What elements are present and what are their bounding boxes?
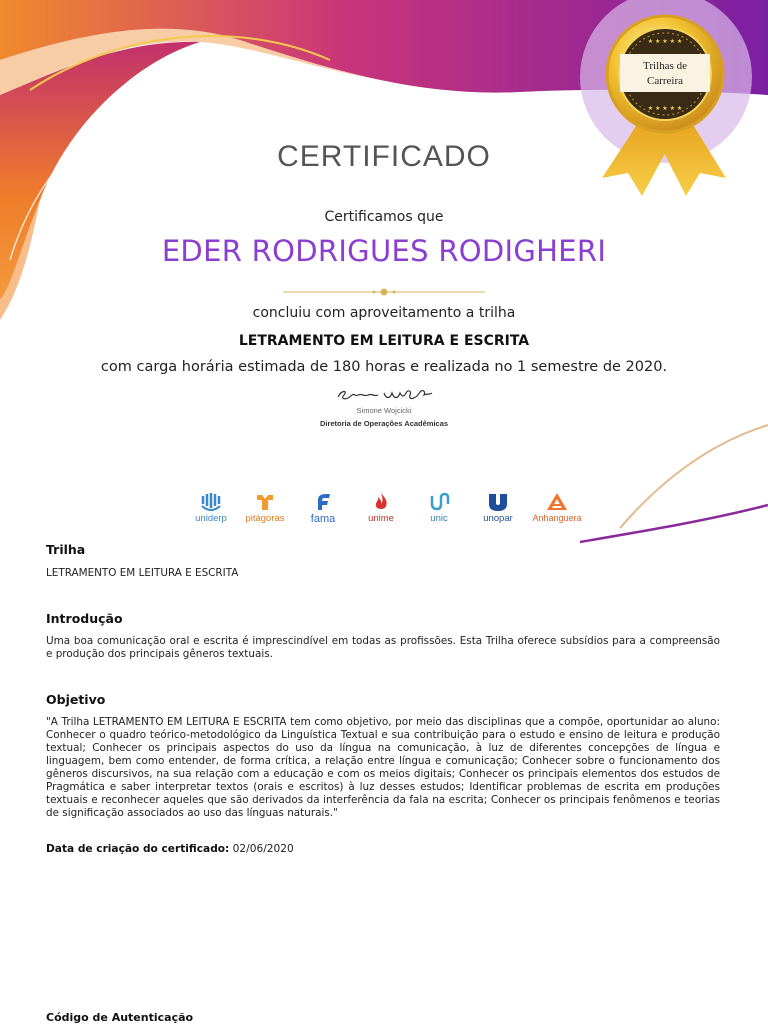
intro-text: Uma boa comunicação oral e escrita é imprescindível em todas as profissões. Esta Trilha oferece subsídios para a compreensão e produção dos principais gêneros textuais. <box>46 635 720 660</box>
brand-anhanguera <box>526 492 588 523</box>
brand-label: fama <box>310 513 336 525</box>
intro-heading: Introdução <box>46 611 123 626</box>
brand-uniderp <box>180 492 242 524</box>
signatory-name: Simone Wojcicki <box>356 406 412 415</box>
trail-value: LETRAMENTO EM LEITURA E ESCRITA <box>46 567 239 579</box>
creation-date <box>46 843 720 855</box>
pitagoras-logo-icon <box>254 492 276 512</box>
creation-date-value: 02/06/2020 <box>232 843 294 855</box>
certificate-title: CERTIFICADO <box>277 140 491 173</box>
trail-name: LETRAMENTO EM LEITURA E ESCRITA <box>238 333 530 349</box>
concluded-text: concluiu com aproveitamento a trilha <box>252 305 516 321</box>
svg-text:★ ★ ★ ★ ★: ★ ★ ★ ★ ★ <box>647 38 683 45</box>
creation-date-label: Data de criação do certificado: <box>46 843 230 855</box>
unime-flame-icon <box>370 492 392 512</box>
brand-unic <box>408 492 470 524</box>
brand-logos-row <box>180 492 590 532</box>
brand-pitagoras <box>234 492 296 524</box>
handwritten-signature <box>334 383 434 405</box>
brand-label: pitágoras <box>245 513 285 524</box>
brand-unime <box>350 492 412 524</box>
brand-label: uniderp <box>195 513 227 524</box>
uniderp-logo-icon <box>200 492 222 512</box>
unopar-logo-icon <box>487 492 509 512</box>
fama-logo-icon <box>312 492 334 512</box>
unic-logo-icon <box>428 492 450 512</box>
badge-text-line1: Trilhas de <box>643 60 687 72</box>
brand-unopar <box>467 492 529 524</box>
objective-heading: Objetivo <box>46 692 106 707</box>
brand-label: unime <box>368 513 394 524</box>
brand-label: unic <box>430 513 448 524</box>
workload-text: com carga horária estimada de 180 horas e realizada no 1 semestre de 2020. <box>100 359 668 375</box>
objective-text: "A Trilha LETRAMENTO EM LEITURA E ESCRITA tem como objetivo, por meio das disciplinas que a compõe, oportunidar ao aluno: Conhecer o quadro teórico-metodológico da Linguística Textual e sua contribuição para o estudo e ensino de leitura e produção textual; Conhecer os principais aspectos do uso da língua na comunicação, à luz de diferentes concepções de língua e linguagem, bem como entender, de forma crítica, a relação entre língua e comunicação; Conhecer sobre o funcionamento dos gêneros discursivos, na sua relação com a educação e com os meios digitais; Conhecer os principais elementos dos estudos de Pragmática e saber interpretar textos (orais e escritos) à luz desses estudos; Identificar problemas de escrita em produções textuais e reconhecer aqueles que são derivados da interferência da fala na escrita; Conhecer os principais fenômenos e teorias de significação associados ao uso das línguas naturais." <box>46 716 720 819</box>
anhanguera-logo-icon <box>546 492 568 512</box>
ornament-divider <box>283 287 485 297</box>
svg-text:★ ★ ★ ★ ★: ★ ★ ★ ★ ★ <box>647 105 683 112</box>
brand-label: unopar <box>483 513 513 524</box>
brand-label: Anhanguera <box>532 513 582 523</box>
trail-heading: Trilha <box>46 542 86 557</box>
brand-fama <box>292 492 354 525</box>
certify-text: Certificamos que <box>324 209 444 225</box>
badge-text-line2: Carreira <box>646 75 684 87</box>
recipient-name: EDER RODRIGUES RODIGHERI <box>161 234 607 268</box>
auth-code-heading: Código de Autenticação <box>46 1011 194 1024</box>
signatory-role: Diretoria de Operações Acadêmicas <box>319 419 449 428</box>
